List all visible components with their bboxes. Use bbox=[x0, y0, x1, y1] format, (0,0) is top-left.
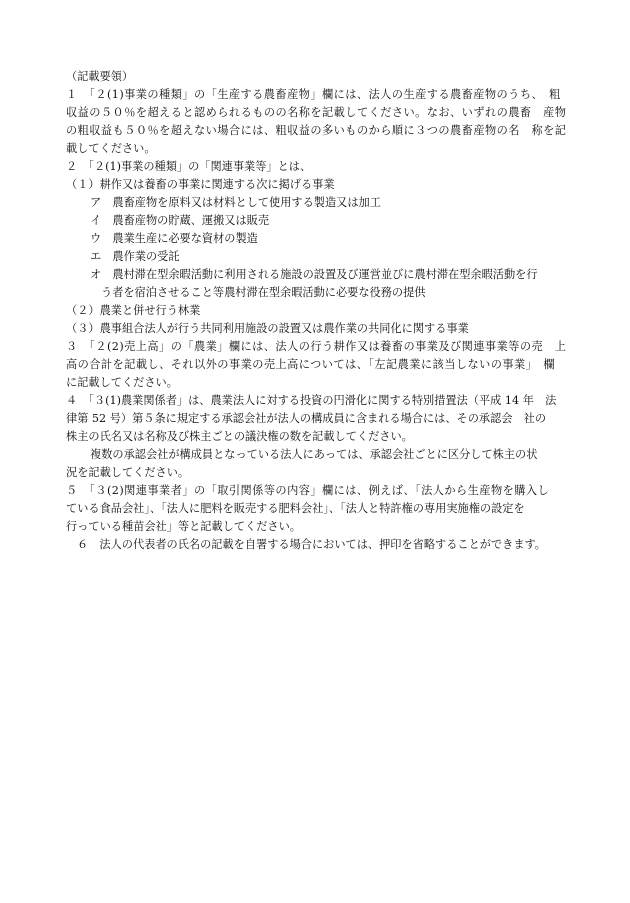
text-line: に記載してください。 bbox=[66, 376, 178, 389]
text-line: ６ 法人の代表者の氏名の記載を自署する場合においては、押印を省略することができます。 bbox=[77, 538, 546, 551]
text-line: （３）農事組合法人が行う共同利用施設の設置又は農作業の共同化に関する事業 bbox=[66, 322, 469, 335]
text-line: 収益の５０％を超えると認められるものの名称を記載してください。なお、いずれの農畜 産物 bbox=[66, 106, 567, 119]
text-line: オ 農村滞在型余暇活動に利用される施設の設置及び運営並びに農村滞在型余暇活動を行 bbox=[90, 268, 538, 281]
text-line: の粗収益も５０％を超えない場合には、粗収益の多いものから順に３つの農畜産物の名 称を記 bbox=[66, 124, 567, 137]
text-line: 況を記載してください。 bbox=[66, 466, 190, 479]
text-line: ウ 農業生産に必要な資材の製造 bbox=[90, 232, 258, 245]
text-line: （２）農業と併せ行う林業 bbox=[66, 304, 201, 317]
text-line: 律第 52 号）第５条に規定する承認会社が法人の構成員に含まれる場合には、その承認会 社の bbox=[66, 412, 547, 425]
text-line: （１）耕作又は養畜の事業に関連する次に掲げる事業 bbox=[66, 178, 335, 191]
text-line: ている食品会社」、「法人に肥料を販売する肥料会社」、「法人と特許権の専用実施権の設定を bbox=[66, 502, 525, 515]
text-line: エ 農作業の受託 bbox=[90, 250, 180, 263]
text-line: ア 農畜産物を原料又は材料として使用する製造又は加工 bbox=[90, 196, 381, 209]
text-line: 載してください。 bbox=[66, 142, 156, 155]
text-line: ４ 「３(1)農業関係者」は、農業法人に対する投資の円滑化に関する特別措置法（平成 14 年 法 bbox=[66, 394, 557, 407]
text-line: ５ 「３(2)関連事業者」の「取引関係等の内容」欄には、例えば、「法人から生産物を購入し bbox=[66, 484, 550, 497]
text-line: イ 農畜産物の貯蔵、運搬又は販売 bbox=[90, 214, 270, 227]
text-line: ３ 「２(2)売上高」の「農業」欄には、法人の行う耕作又は養畜の事業及び関連事業等の売 上 bbox=[66, 340, 567, 353]
text-line: 複数の承認会社が構成員となっている法人にあっては、承認会社ごとに区分して株主の状 bbox=[90, 448, 538, 461]
text-line: 高の合計を記載し、それ以外の事業の売上高については、「左記農業に該当しないの事業」 欄 bbox=[66, 358, 555, 371]
text-line: ２ 「２(1)事業の種類」の「関連事業等」とは、 bbox=[66, 160, 312, 173]
text-line: 行っている種苗会社」等と記載してください。 bbox=[66, 520, 301, 533]
heading: （記載要領） bbox=[66, 70, 134, 83]
text-line: う者を宿泊させること等農村滞在型余暇活動に必要な役務の提供 bbox=[101, 286, 426, 299]
text-line: 株主の氏名又は名称及び株主ごとの議決権の数を記載してください。 bbox=[66, 430, 413, 443]
text-line: １ 「２(1)事業の種類」の「生産する農畜産物」欄には、法人の生産する農畜産物のうち、 粗 bbox=[66, 88, 561, 101]
